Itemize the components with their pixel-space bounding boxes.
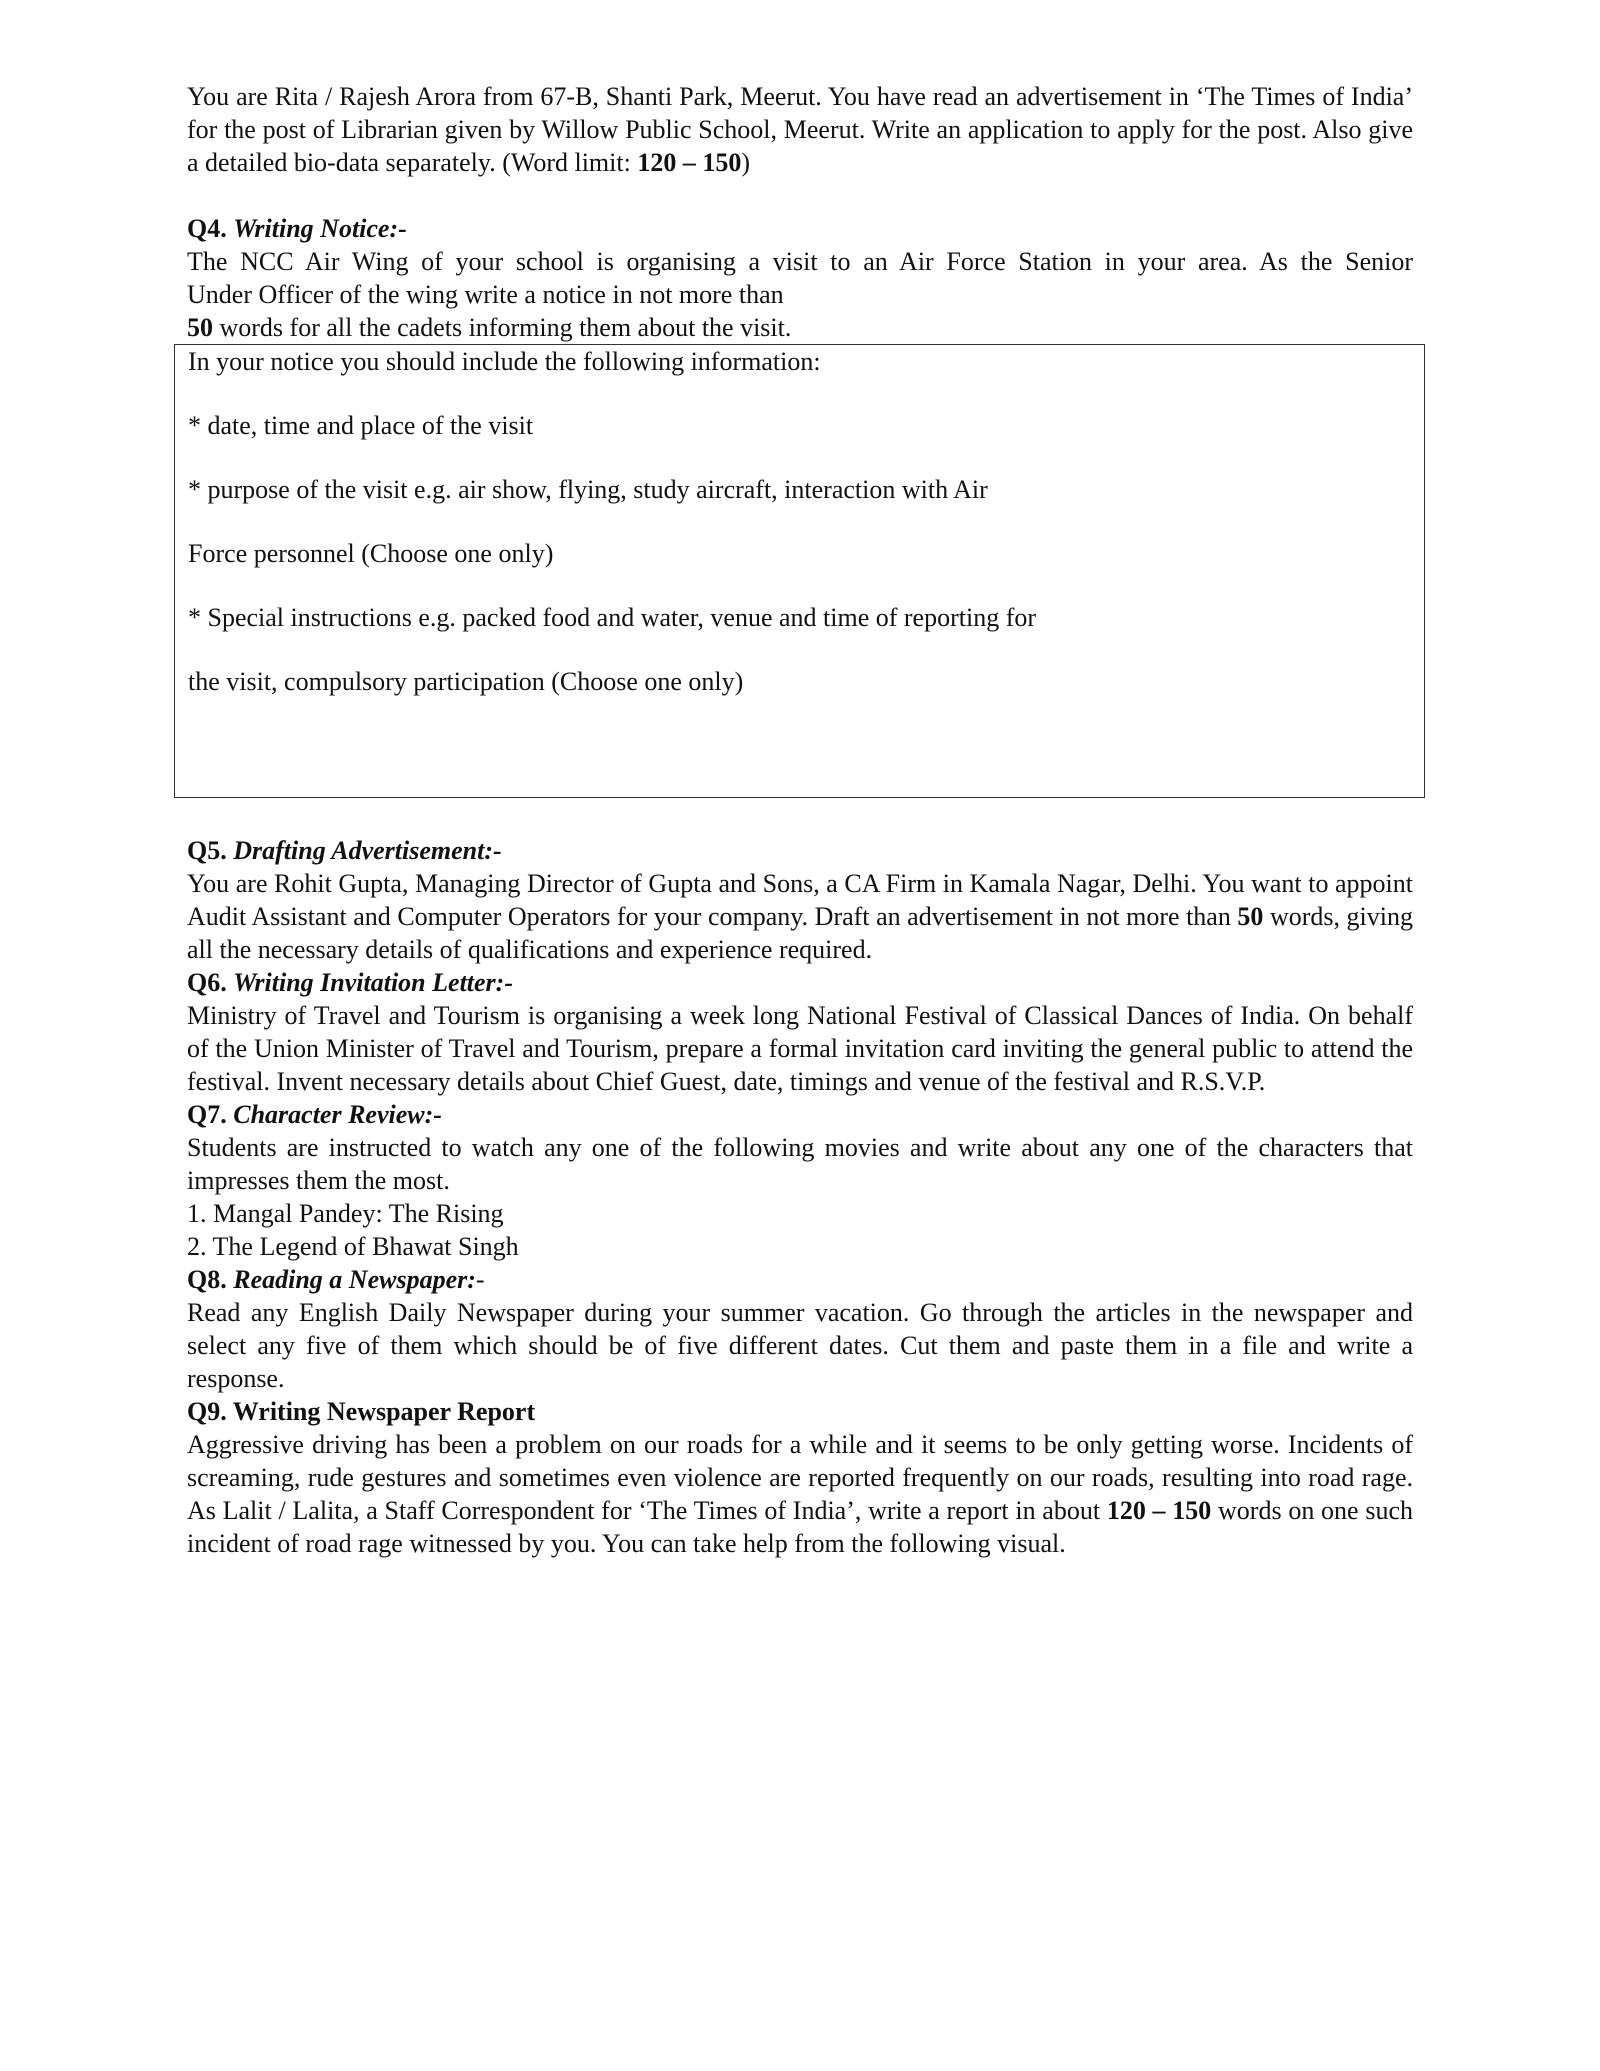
q4-line2: Under Officer of the wing write a notice in not more than [187, 280, 784, 309]
box-item-instructions-cont: the visit, compulsory participation (Choose one only) [188, 667, 744, 696]
document-page [187, 80, 1413, 1560]
list-item: 2. The Legend of Bhawat Singh [187, 1232, 519, 1261]
q7-paragraph: Students are instructed to watch any one of the following movies and write about any one of the characters that impresses them the most. [187, 1133, 1413, 1195]
q5-paragraph [187, 867, 1413, 966]
q9-title: Q9. Writing Newspaper Report [187, 1397, 536, 1426]
q4-word-count: 50 [187, 313, 213, 342]
q8-number: Q8. [187, 1265, 227, 1294]
q9-paragraph [187, 1428, 1413, 1560]
q6-heading [187, 966, 1413, 999]
q7-number: Q7. [187, 1100, 227, 1129]
q8-paragraph: Read any English Daily Newspaper during your summer vacation. Go through the articles in the newspaper and select any five of them which should be of five different dates. Cut them and paste them in a file and write a response. [187, 1298, 1413, 1393]
q6-title: Writing Invitation Letter:- [233, 968, 513, 997]
q5-number: Q5. [187, 836, 227, 865]
q4-line3 [187, 311, 1413, 344]
q5-text-end: words, giving all the necessary details of qualifications and experience required. [187, 902, 1414, 964]
q5-word-count: 50 [1237, 902, 1264, 931]
q7-title: Character Review:- [233, 1100, 442, 1129]
box-item-date: * date, time and place of the visit [188, 411, 534, 440]
q8-title-suffix: - [475, 1265, 485, 1294]
box-intro: In your notice you should include the following information: [188, 347, 821, 376]
q5-text: You are Rohit Gupta, Managing Director of Gupta and Sons, a CA Firm in Kamala Nagar, Delhi. You want to appoint Audit Assistant and Computer Operators for your company. Draft an advertisement in not more than [187, 869, 1413, 931]
q9-heading [187, 1395, 1413, 1428]
movie-list [187, 1197, 1413, 1263]
box-item-purpose-cont: Force personnel (Choose one only) [188, 539, 554, 568]
q3-paragraph [187, 80, 1413, 179]
q3-text: You are Rita / Rajesh Arora from 67-B, Shanti Park, Meerut. You have read an advertisement in ‘The Times of India’ for the post of Librarian given by Willow Public School, Meerut. Write an application to apply for the post. Also give a detailed bio-data separately. (Word limit: [187, 82, 1413, 177]
q5-title: Drafting Advertisement:- [233, 836, 502, 865]
box-item-purpose: * purpose of the visit e.g. air show, flying, study aircraft, interaction with Air [188, 475, 988, 504]
q8-title: Reading a Newspaper: [233, 1265, 476, 1294]
q4-heading [187, 212, 1413, 245]
q4-title: Writing Notice:- [233, 214, 407, 243]
q9-word-limit: 120 – 150 [1106, 1496, 1212, 1525]
q4-line1: The NCC Air Wing of your school is organising a visit to an Air Force Station in your area. As the Senior [187, 247, 1413, 276]
q4-number: Q4. [187, 214, 227, 243]
q7-heading [187, 1098, 1413, 1131]
q6-number: Q6. [187, 968, 227, 997]
q6-paragraph: Ministry of Travel and Tourism is organising a week long National Festival of Classical Dances of India. On behalf of the Union Minister of Travel and Tourism, prepare a formal invitation card inviting the general public to attend the festival. Invent necessary details about Chief Guest, date, timings and venue of the festival and R.S.V.P. [187, 1001, 1413, 1096]
q3-word-limit: 120 – 150 [637, 148, 742, 177]
q4-line3-text: words for all the cadets informing them about the visit. [213, 313, 792, 342]
q8-heading [187, 1263, 1413, 1296]
box-item-instructions: * Special instructions e.g. packed food and water, venue and time of reporting for [188, 603, 1037, 632]
q5-heading [187, 834, 1413, 867]
q9-text-end: words on one such incident of road rage witnessed by you. You can take help from the following visual. [187, 1496, 1413, 1558]
q3-text-end: ) [741, 148, 750, 177]
q9-text: Aggressive driving has been a problem on our roads for a while and it seems to be only getting worse. Incidents of screaming, rude gestures and sometimes even violence are reported frequently on our roads, resulting into road rage. As Lalit / Lalita, a Staff Correspondent for ‘The Times of India’, write a report in about [187, 1430, 1413, 1525]
notice-info-box [174, 344, 1425, 798]
list-item: 1. Mangal Pandey: The Rising [187, 1199, 504, 1228]
